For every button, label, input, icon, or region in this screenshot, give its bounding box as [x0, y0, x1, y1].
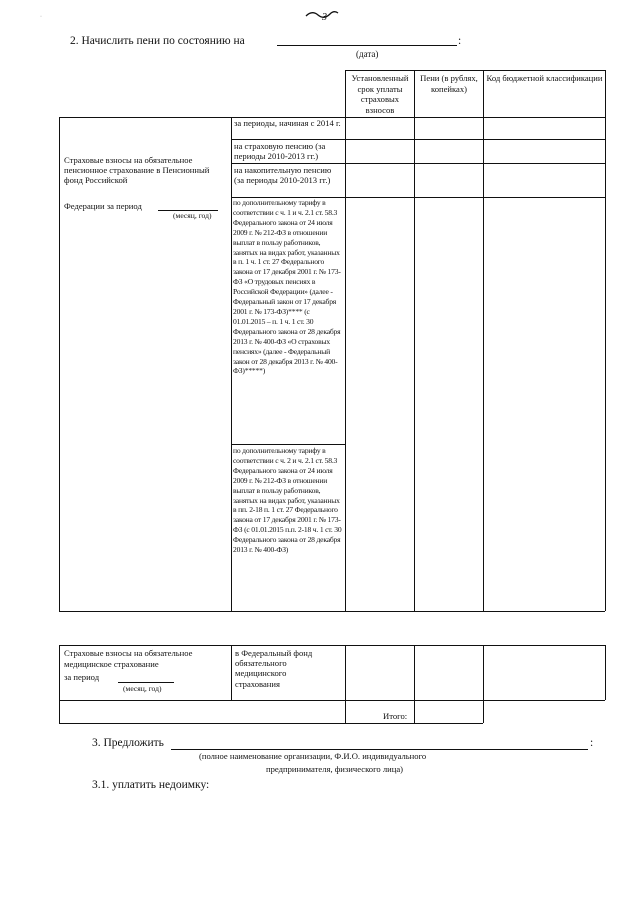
header-penalty: Пени (в рублях, копейках) [420, 73, 478, 94]
row-insurance-pension: на страховую пенсию (за периоды 2010-2013 гг.) [234, 141, 326, 162]
section31-label: 3.1. уплатить недоимку: [92, 779, 210, 791]
table-border [605, 70, 606, 611]
table-border [483, 645, 484, 723]
table-border [483, 70, 484, 611]
date-input-line[interactable] [277, 45, 457, 46]
month-year-caption: (месяц, год) [173, 211, 212, 220]
federation-period-label: Федерации за период [64, 201, 142, 211]
pension-insurance-label: Страховые взносы на обязательное пенсионное страхование в Пенсионный фонд Российской [64, 155, 210, 186]
table-border [231, 117, 232, 611]
scan-mark: · [40, 14, 42, 20]
table-border [59, 645, 60, 723]
organization-input-line[interactable] [171, 749, 588, 750]
table-border [231, 444, 345, 445]
table-border [345, 645, 346, 723]
date-caption: (дата) [356, 49, 379, 59]
row-from-2014: за периоды, начиная с 2014 г. [234, 118, 341, 128]
medical-label-1: Страховые взносы на обязательное [64, 648, 193, 658]
medical-period-input-line[interactable] [118, 682, 174, 683]
table-border [59, 645, 605, 646]
section3-colon: : [590, 737, 594, 749]
row-additional-tariff-2: по дополнительному тарифу в соответствии с ч. 2 и ч. 2.1 ст. 58.3 Федерального закона от 24 июля 2009 г. № 212-ФЗ в отношении выплат в пользу работников, занятых на видах работ, указанных в пп. 2-18 п. 1 ст. 27 Федерального закона от 17 декабря 2001 г. № 173-ФЗ (с 01.01.2015 п.п. 2-18 ч. 1 ст. 30 Федерального закона от 28 декабря 2013 г. № 400-ФЗ) [233, 446, 342, 555]
medical-period-label: за период [64, 672, 100, 682]
table-border [605, 645, 606, 700]
section3-label: 3. Предложить [92, 737, 164, 749]
table-border [231, 645, 232, 700]
row-funded-pension: на накопительную пенсию (за периоды 2010-2013 гг.) [234, 165, 332, 186]
section2-colon: : [458, 35, 462, 47]
medical-label-2: медицинское страхование [64, 659, 159, 669]
table-border [414, 70, 415, 611]
organization-caption-1: (полное наименование организации, Ф.И.О. индивидуального [199, 751, 427, 761]
page-number-text: 3 [322, 12, 327, 23]
header-kbk: Код бюджетной классификации [486, 73, 603, 83]
organization-caption-2: предпринимателя, физического лица) [266, 764, 404, 774]
table-border [59, 700, 605, 701]
table-border [231, 139, 605, 140]
medical-fund-label: в Федеральный фонд обязательного медицинского страхования [235, 648, 313, 689]
table-border [414, 645, 415, 723]
row-additional-tariff-1: по дополнительному тарифу в соответствии с ч. 1 и ч. 2.1 ст. 58.3 Федерального закона от 24 июля 2009 г. № 212-ФЗ в отношении выплат в пользу работников, занятых на видах работ, указанных в п. 1 ч. 1 ст. 27 Федерального закона от 17 декабря 2001 г. № 173-ФЗ «О трудовых пенсиях в Российской Федерации» (далее - Федеральный закон от 17 декабря 2001 г. № 173-ФЗ)**** (с 01.01.2015 – п. 1 ч. 1 ст. 30 Федерального закона от 28 декабря 2013 г. № 400-ФЗ «О страховых пенсиях» (далее - Федеральный закон от 28 декабря 2013 г. № 400-ФЗ)*****) [233, 198, 341, 376]
table-border [345, 70, 346, 611]
table-border [59, 611, 605, 612]
table-border [231, 163, 605, 164]
medical-month-year-caption: (месяц, год) [123, 684, 162, 693]
table-border [345, 70, 605, 71]
header-term: Установленный срок уплаты страховых взносов [351, 73, 409, 115]
table-border [59, 117, 60, 611]
total-label: Итого: [383, 711, 408, 721]
table-border [59, 723, 483, 724]
section2-label: 2. Начислить пени по состоянию на [70, 35, 245, 47]
